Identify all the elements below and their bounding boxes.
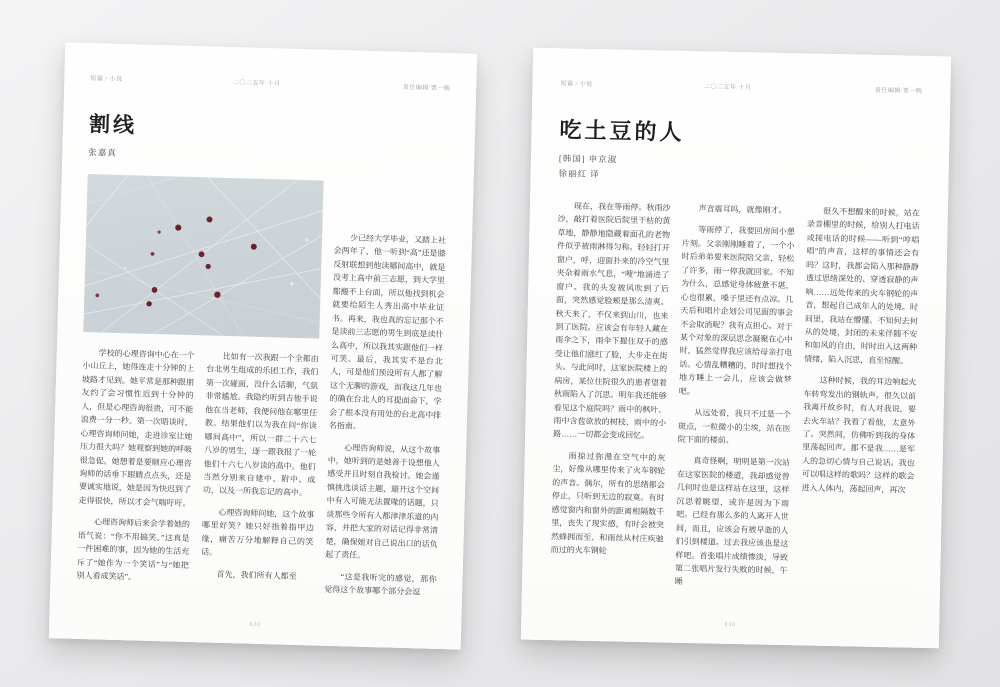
article-author: 张嘉真 (88, 147, 117, 158)
paragraph: 声音震耳吗，就像刚才。 (698, 204, 787, 216)
article-body (548, 199, 920, 678)
paragraph: 很久不想醒来的时候，站在录音棚里的时候，给别人打电话或接电话的时候——听到“哼唱唱”的声音，这样的事情还会有吗？这时，我都会陷入那种静静透过思绪深处的、穿透寂静的声响……远处传来的火车钢轮的声音，想起自己成年人的处境。时间里，我站在懵懂、不知何去何从的处境，封闭的未来伴随不安和如风的自由，时时出入这两种情绪，陷入沉思，直至惊醒。 (804, 206, 920, 366)
header-date: 二〇二五年 十月 (232, 80, 281, 88)
page-number: 020 (249, 621, 261, 629)
paragraph: 这种时候，我的耳边响起火车转弯发出的钢轨声。很久以前我离开故乡时，有人对我说，要去火车站？我看了看他，太意外了。突然间，仿佛听到我的身体里荡起回声。都不是我……是军人的急切心情与自己说话。我也可以唱这样的歌吗？这样的歌会进入人体内，荡起回声，再次 (801, 376, 917, 495)
paragraph: 心理咨询师说，从这个故事中，她听到的是她善于设想他人感受并且时刻自我检讨。她会谨慎挑选谈话主题，避开这个空间中有人可能无法置喙的话题，只谈那些令所有人都津津乐道的内容，并把大家的对话记得非常清楚，确保她对自己说出口的话负起了责任。 (325, 442, 441, 560)
paragraph: 少已经大学毕业，又踏上社会两年了，他一听到“高”还是膝反射联想到他读哪间高中，就是没考上高中前三志愿，到大学里都搬不上台面，所以他找到机会就要给陌生人秀出高中毕业证书。再来，我也真的忘记那个不是读前三志愿的男生到底是读什么高中，所以我其实跟他们一样可笑。最后，我其实不是台北人，可是他们预设所有人都了解这个无聊的游戏，而我这几年也的确在台北人的耳提面命下，学会了根本没有用处的台北高中排名指南。 (328, 233, 447, 431)
header-category: 短篇 / 小说 (90, 76, 123, 83)
magazine-page-left (49, 42, 477, 649)
article-origin-author: [韩国] 申京淑 (558, 153, 618, 165)
article-body (74, 174, 448, 684)
paragraph: 比如有一次我跟一个全都由台北男生组成的乐团工作，我们第一次碰面，没什么话聊，气氛非常尴尬。我隐约听到吉他手说他在当老师，我便问他在哪里任教。结果他们以为我在问“你读哪间高中”，所以一群二十六七八岁的男生，逐一跟我报了一轮他们十六七八岁读的高中。他们当然分别来自建中、附中、成功，以及一所我忘记的高中。 (202, 351, 319, 498)
paragraph: 心理咨询师后来会学着她的语气说：“你不用搞笑。”这真是一件困难的事，因为她的生活充斥了“她作为一个笑话”与“她把别人看成笑话”。 (76, 517, 191, 582)
header-editor: 责任编辑 贾一晚 (874, 87, 923, 95)
header-category: 短篇 / 小说 (560, 81, 593, 88)
paragraph: 真奇怪啊，明明是第一次站在这家医院的楼道，我却感觉曾几何时也是这样站在这里，这样沉思着眺望，或许是因为下雨吧。已经有那么多的人离开人世间，而且，应该会有被早逝的人们引到楼道。过去我应该也是这样吧。首张唱片成绩惨淡，导致第二张唱片发行失败的时候，午睡 (674, 456, 791, 587)
web-threads-graphic (83, 174, 323, 339)
header-date: 二〇二五年 十月 (703, 84, 752, 92)
text-column-3 (322, 181, 448, 684)
article-title: 吃土豆的人 (559, 117, 685, 145)
text-column-1 (548, 199, 671, 673)
article-title: 割线 (88, 112, 138, 138)
page-header (560, 78, 922, 95)
paragraph: 学校的心理咨询中心在一个小山丘上，她得连走十分钟的上坡路才见到。她平常是那种跟朋友约了会习惯性迟到十分钟的人，但是心理咨询很贵，可不能浪费一分一秒。第一次晤谈时，心理咨询师问她，走进诊室让她压力很大吗？她观察到她的呼吸很急促。她想着是要顺应心理咨询师的话垂下眼睛点点头，还是要诚实地说，她是因为快迟到了走得很快，所以才会气喘吁吁。 (78, 348, 195, 508)
article-translator: 徐丽红 译 (558, 168, 600, 180)
paragraph: 从远处看，我只不过是一个斑点，一粒微小的尘埃，站在医院下面的楼前。 (677, 408, 792, 445)
text-column-1 (76, 346, 195, 593)
paragraph: 首先，我们所有人都至 (216, 569, 297, 581)
header-editor: 责任编辑 贾一晚 (402, 84, 451, 93)
text-column-2 (200, 349, 319, 596)
paragraph: 雨掠过弥漫在空气中的灰尘，好像从哪里传来了火车钢轮的声音。偶尔，所有的思绪都会停止，只听到无边的寂寞。有时感觉窗内和窗外的距离相隔数千里，丧失了现实感，有时会被突然蜂拥而至、和雨丝从村庄疾驰而过的火车钢轮 (550, 451, 666, 556)
paragraph: 等雨停了，我要回房间小憩片刻。父亲刚刚睡着了，一个小时后弟弟要来医院陪父亲，轻松了许多，雨一停我就回家。不知为什么，总感觉身体疲惫不堪，心也很累，嗓子里还有点凉。几天后和唱片企划公司见面的事会不会取消呢？我有点担心。对于某个对象的深层思念凝聚在心中时，猛然觉得我应该给母亲打电话。心情乱糟糟的，时时想找个地方睡上一会儿，应该会做梦吧。 (678, 225, 795, 396)
page-header (90, 73, 450, 92)
text-column-2 (673, 202, 796, 676)
paragraph: 现在，我在等雨停。秋雨沙沙，敲打着医院后院里干枯的黄草地，静静地隐藏着面孔的老物件似乎被雨淋得匀称。轻轻打开窗户，呼，迎面扑来的冷空气里夹杂着雨水气息，“嗖”地涌进了窗户。我的头发被风吹到了后面，突然感觉脸颊是那么清爽。秋天来了，不仅来到山川，也来到了医院。应该会有年轻人藏在雨伞之下，雨伞下握住双手的感受让他们涨红了脸，大步走在街头。与此同时，这家医院楼上的病房，某位住院很久的患者望着秋雨陷入了沉思。明年我还能够看见这个庭院吗？雨中的枫叶、雨中含苞欲放的树枝、雨中的小路……一切都会变成回忆。 (553, 201, 671, 441)
paragraph: 心理咨询师问她，这个故事哪里好笑？她只好指着指甲边缘，痛苦万分地解释自己的笑话。 (201, 507, 315, 557)
spiderweb-droplets-photo (83, 174, 323, 339)
text-column-3 (797, 204, 920, 678)
magazine-page-right (521, 48, 951, 649)
page-number: 030 (724, 621, 736, 629)
paragraph: “这是我听完的感觉，那你觉得这个故事哪个部分会逗 (324, 571, 437, 597)
